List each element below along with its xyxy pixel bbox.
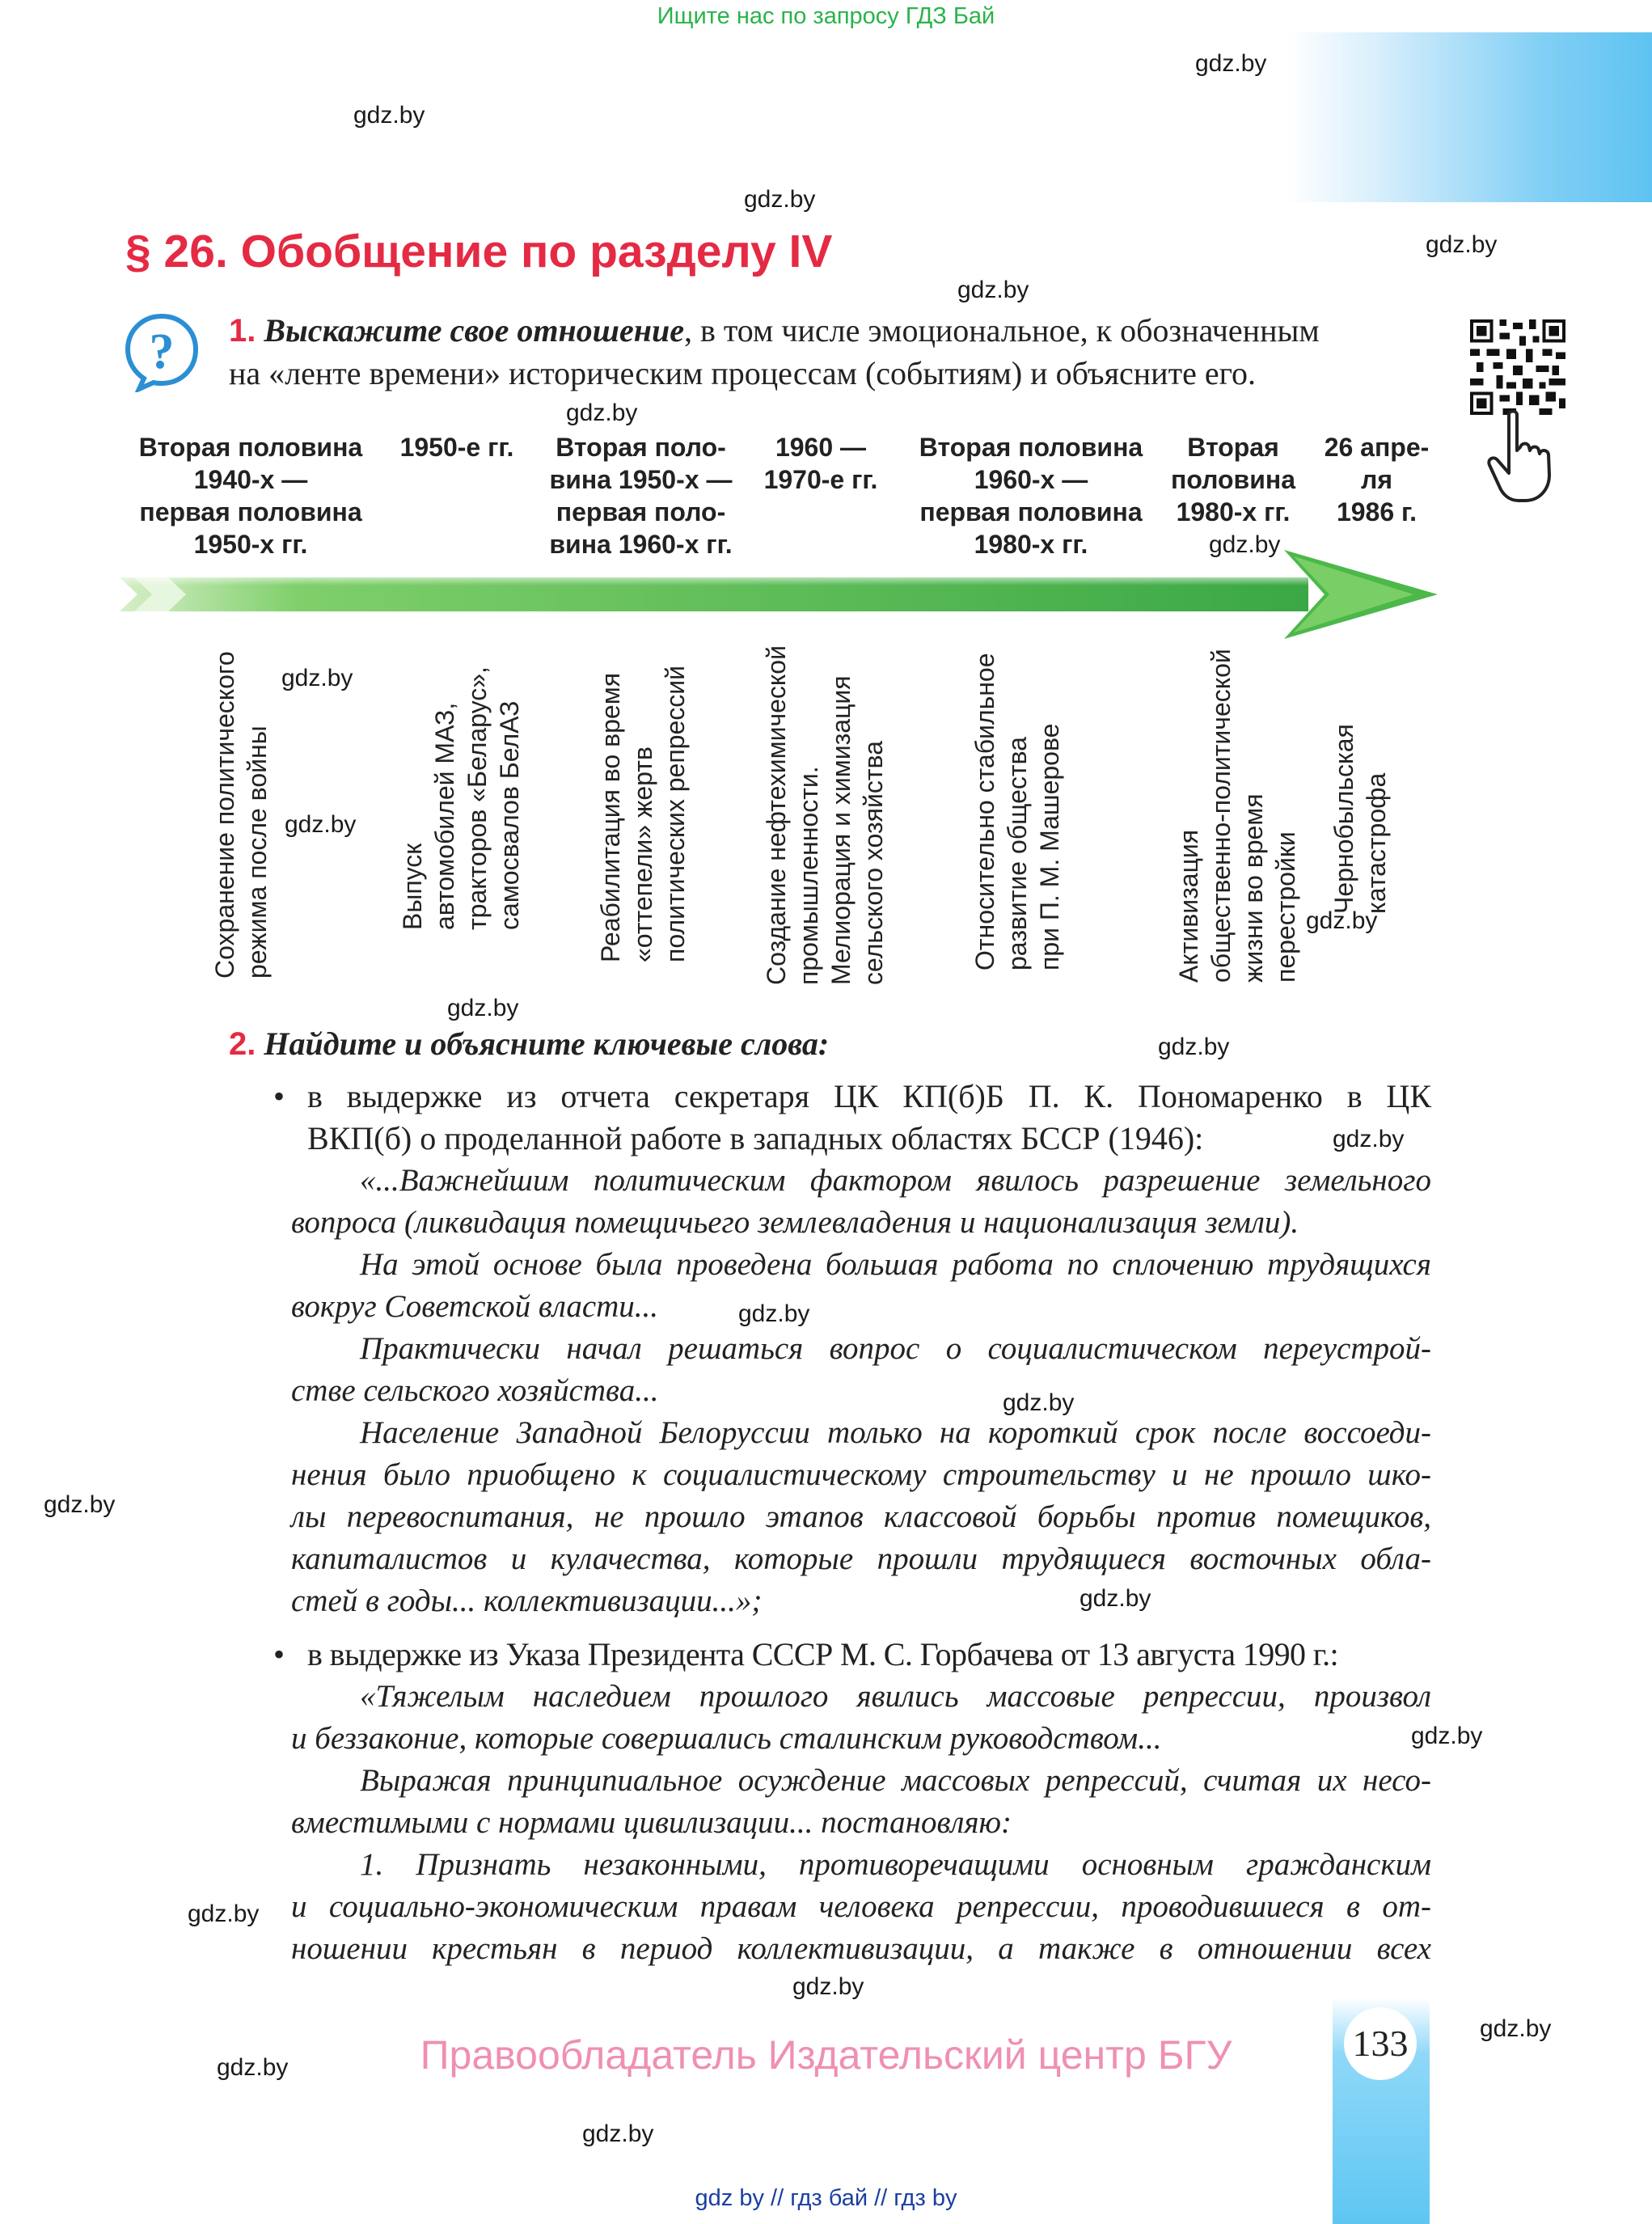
bullet-dot: • <box>273 1636 285 1672</box>
watermark: gdz.by <box>957 277 1029 303</box>
timeline-period: 26 апре- ля 1986 г. <box>1324 433 1430 526</box>
bullet-1-quote: «...Важнейшим политическим фактором явилось разрешение земельного вопроса (ликвидация помещичьего землевладения и национализация земли). На этой основе была проведена большая работа по сплочению трудящихся вокруг Советской власти... Практически начал решаться вопрос о социалистическом переустрой- стве сельского хозяйства... Население Западной Белоруссии только на короткий срок после воссоеди- нения было приобщено к социалистическому строительству и не прошло шко- лы перевоспитания, не прошло этапов классовой борьбы против помещиков, капиталистов и кулачества, которые прошли трудящиеся восточных обла- стей в годы... коллективизации...»; <box>291 1163 1431 1618</box>
watermark: gdz.by <box>1426 231 1498 258</box>
timeline-arrow <box>120 550 1438 639</box>
timeline-period: Вторая половина 1940-х — первая половина 1950-х гг. <box>138 433 363 559</box>
watermark: gdz.by <box>566 400 638 426</box>
page-number: 133 <box>1344 2007 1417 2080</box>
watermark: gdz.by <box>738 1300 810 1327</box>
bullet-1-intro-line1: в выдержке из отчета секретаря ЦК КП(б)Б П. К. Пономаренко в ЦК <box>307 1078 1431 1114</box>
watermark: gdz.by <box>1411 1723 1483 1749</box>
question-icon <box>121 311 202 392</box>
bullet-2-intro: в выдержке из Указа Президента СССР М. С. Горбачева от 13 августа 1990 г.: <box>307 1636 1339 1672</box>
pointing-hand-icon <box>1478 408 1559 505</box>
svg-text:?: ? <box>149 324 175 379</box>
timeline-event: Чернобыльская катастрофа <box>1329 724 1391 914</box>
top-note: Ищите нас по запросу ГДЗ Бай <box>657 3 995 29</box>
watermark: gdz.by <box>1080 1585 1151 1612</box>
watermark: gdz.by <box>1195 50 1267 77</box>
timeline-event: Активизация общественно-политической жизни во время перестройки <box>1174 649 1300 983</box>
page-title: § 26. Обобщение по разделу IV <box>125 226 833 277</box>
watermark: gdz.by <box>281 665 353 691</box>
task-2-number: 2. <box>229 1026 256 1062</box>
timeline-period: 1960 — 1970-е гг. <box>763 433 878 494</box>
timeline-event: Относительно стабильное развитие общества при П. М. Машерове <box>970 653 1064 970</box>
bullet-2-quote: «Тяжелым наследием прошлого явились массовые репрессии, произвол и беззаконие, которые совершались сталинским руководством... Выражая принципиальное осуждение массовых репрессий, считая их несо- вместимыми с нормами цивилизации... постановляю: 1. Признать незаконными, противоречащими основным гражданским и социально-экономическим правам человека репрессии, проводившиеся в от- ношении крестьян в период коллективизации, а также в отношении всех <box>291 1679 1431 1966</box>
watermark: gdz.by <box>582 2120 654 2147</box>
timeline-period: 1950-е гг. <box>399 433 514 462</box>
timeline-event: Сохранение политического режима после войны <box>210 651 272 979</box>
watermark: gdz.by <box>285 811 357 838</box>
watermark: gdz.by <box>447 995 519 1021</box>
watermark: gdz.by <box>1306 907 1378 934</box>
watermark: gdz.by <box>792 1973 864 2000</box>
bullet-1-intro-line2: ВКП(б) о проделанной работе в западных областях БССР (1946): <box>307 1120 1204 1156</box>
timeline-event: Создание нефтехимической промышленности. Мелиорация и химизация сельского хозяйства <box>762 645 888 985</box>
timeline-period: Вторая половина 1980-х гг. <box>1171 433 1295 526</box>
bullet-dot: • <box>273 1078 285 1114</box>
qr-code-icon[interactable] <box>1470 319 1565 415</box>
timeline-event: Реабилитация во время «оттепели» жертв политических репрессий <box>596 666 690 962</box>
watermark: gdz.by <box>188 1901 260 1927</box>
task-2 <box>229 1023 1199 1065</box>
watermark: gdz.by <box>44 1491 116 1518</box>
bottom-links[interactable]: gdz by // гдз бай // гдз by <box>695 2185 957 2211</box>
watermark: gdz.by <box>744 186 816 213</box>
decorative-blue-bar <box>1286 32 1652 202</box>
task-1-line2: на «ленте времени» историческим процессам (событиям) и объясните его. <box>229 355 1256 391</box>
timeline-period: Вторая поло- вина 1950-х — первая поло- вина 1960-х гг. <box>549 433 733 559</box>
task-1-bold: Выскажите свое отношение <box>264 312 684 349</box>
copyright-footer: Правообладатель Издательский центр БГУ <box>420 2032 1232 2078</box>
watermark: gdz.by <box>1480 2015 1552 2042</box>
watermark: gdz.by <box>1158 1034 1230 1060</box>
timeline-event: Выпуск автомобилей МАЗ, тракторов «Беларус», самосвалов БелАЗ <box>398 666 524 930</box>
task-1-number: 1. <box>229 313 256 349</box>
watermark: gdz.by <box>217 2054 289 2081</box>
watermark: gdz.by <box>1333 1126 1405 1152</box>
watermark: gdz.by <box>1003 1389 1075 1416</box>
task-2-title: Найдите и объясните ключевые слова: <box>264 1025 830 1062</box>
task-1 <box>229 310 1434 352</box>
timeline-period: Вторая половина 1960-х — первая половина 1980-х гг. <box>919 433 1143 559</box>
watermark: gdz.by <box>1209 531 1281 558</box>
task-1-text-line1: , в том числе эмоциональное, к обозначенным <box>683 312 1320 349</box>
watermark: gdz.by <box>353 102 425 129</box>
